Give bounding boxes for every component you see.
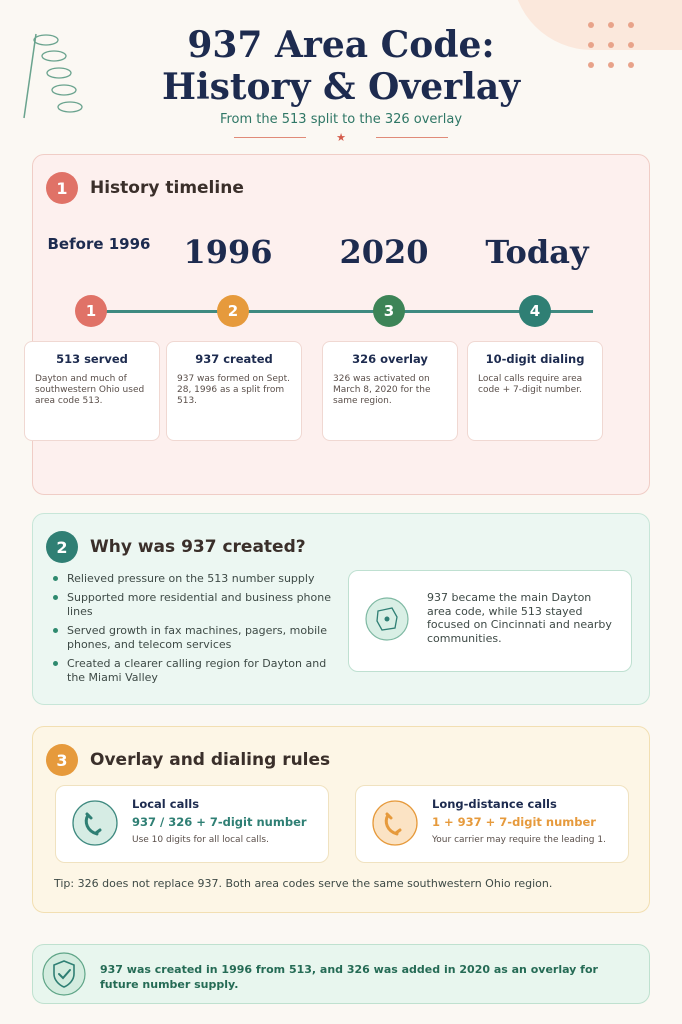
title-line-1: 937 Area Code: — [187, 24, 495, 66]
page-title — [0, 24, 682, 108]
page-subtitle: From the 513 split to the 326 overlay — [219, 112, 463, 127]
timeline-card-title: 326 overlay — [352, 352, 428, 366]
overlay-header — [46, 744, 330, 776]
phone-icon — [72, 800, 118, 846]
timeline-card-text: 326 was activated on March 8, 2020 for the same region. — [333, 374, 431, 406]
title-line-2: History & Overlay — [161, 66, 521, 108]
timeline-node: 2 — [217, 295, 249, 327]
note-text: 937 became the main Dayton area code, while 513 stayed focused on Cincinnati and nearby communities. — [427, 591, 612, 645]
long-distance-box — [355, 785, 629, 863]
timeline-card-title: 937 created — [195, 352, 273, 366]
timeline-line — [91, 310, 593, 313]
shield-check-icon — [42, 952, 86, 996]
phone-icon — [372, 800, 418, 846]
map-icon — [365, 597, 409, 641]
era-label: Before 1996 — [47, 235, 151, 253]
section-number-badge: 3 — [46, 744, 78, 776]
timeline-card-text: 937 was formed on Sept. 28, 1996 as a split from 513. — [177, 374, 290, 406]
why-section — [32, 513, 650, 705]
timeline-card — [24, 341, 160, 441]
history-header — [46, 172, 244, 204]
timeline-card-text: Dayton and much of southwestern Ohio used area code 513. — [35, 374, 145, 406]
era-label: Today — [485, 233, 589, 271]
star-icon: ★ — [336, 131, 346, 144]
section-title: Overlay and dialing rules — [90, 750, 331, 770]
tip-text: Tip: 326 does not replace 937. Both area codes serve the same southwestern Ohio region. — [54, 877, 553, 890]
timeline-card-text: Local calls require area code + 7-digit number. — [478, 374, 583, 395]
local-calls-hint: Use 10 digits for all local calls. — [132, 835, 269, 845]
reasons-list — [51, 572, 341, 690]
summary-banner — [32, 944, 650, 1004]
note-box — [348, 570, 632, 672]
section-title: History timeline — [90, 178, 244, 198]
era-label: 2020 — [339, 233, 429, 271]
divider-line — [376, 137, 448, 138]
why-header — [46, 531, 306, 563]
local-calls-title: Local calls — [132, 797, 200, 811]
section-title: Why was 937 created? — [90, 537, 306, 557]
timeline-card — [322, 341, 458, 441]
summary-text: 937 was created in 1996 from 513, and 326 was added in 2020 as an overlay for future number supply. — [100, 963, 598, 991]
long-distance-title: Long-distance calls — [432, 797, 557, 811]
list-item: Supported more residential and business phone lines — [51, 591, 341, 619]
list-item: Served growth in fax machines, pagers, mobile phones, and telecom services — [51, 624, 341, 652]
long-distance-format: 1 + 937 + 7-digit number — [432, 815, 596, 829]
era-label: 1996 — [183, 233, 273, 271]
section-number-badge: 1 — [46, 172, 78, 204]
list-item: Created a clearer calling region for Dayton and the Miami Valley — [51, 657, 341, 685]
local-calls-box — [55, 785, 329, 863]
page-header — [0, 24, 682, 144]
overlay-section — [32, 726, 650, 913]
timeline-node: 1 — [75, 295, 107, 327]
timeline-card-title: 10-digit dialing — [485, 352, 585, 366]
header-divider — [0, 131, 682, 144]
timeline-node: 3 — [373, 295, 405, 327]
divider-line — [234, 137, 306, 138]
long-distance-hint: Your carrier may require the leading 1. — [432, 835, 606, 845]
list-item: Relieved pressure on the 513 number supply — [51, 572, 341, 586]
timeline-card-title: 513 served — [56, 352, 128, 366]
timeline-node: 4 — [519, 295, 551, 327]
local-calls-format: 937 / 326 + 7-digit number — [132, 815, 307, 829]
history-section — [32, 154, 650, 495]
timeline-card — [166, 341, 302, 441]
timeline-card — [467, 341, 603, 441]
section-number-badge: 2 — [46, 531, 78, 563]
